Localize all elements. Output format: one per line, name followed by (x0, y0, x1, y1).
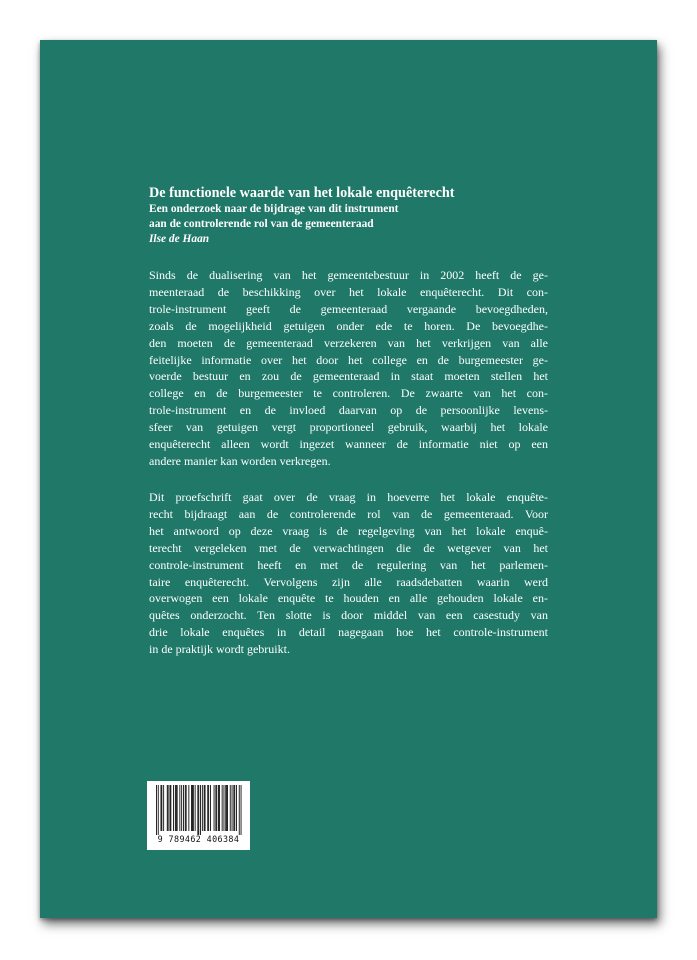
barcode-number: 9 789462 406384 (157, 834, 240, 844)
text-line: quêtes onderzocht. Ten slotte is door middel van een casestudy van (149, 608, 548, 623)
text-line: zoals de mogelijkheid getuigen onder ede te horen. De bevoegdhe- (149, 318, 548, 333)
text-line: andere manier kan worden verkregen. (149, 453, 331, 468)
text-line: terecht vergeleken met de verwachtingen die de wetgever van het (149, 540, 548, 555)
text-line: in de praktijk wordt gebruikt. (149, 642, 290, 657)
text-line: voerde bestuur en zou de gemeenteraad in staat moeten stellen het (149, 369, 548, 384)
text-line: trole-instrument geeft de gemeenteraad vergaande bevoegdheden, (149, 301, 548, 316)
summary-paragraph-2 (149, 489, 548, 658)
text-line: meenteraad de beschikking over het lokale enquêterecht. Dit con- (149, 284, 548, 299)
text-line: college en de burgemeester te controleren. De zwaarte van het con- (149, 386, 548, 401)
text-line: Sinds de dualisering van het gemeentebestuur in 2002 heeft de ge- (149, 268, 548, 282)
text-line: Dit proefschrift gaat over de vraag in hoeverre het lokale enquête- (149, 490, 548, 504)
book-back-cover (40, 40, 657, 918)
book-title: De functionele waarde van het lokale enquêterecht (149, 185, 455, 201)
text-line: drie lokale enquêtes in detail nagegaan hoe het controle-instrument (149, 625, 548, 640)
text-line: het antwoord op deze vraag is de regelgeving van het lokale enquê- (149, 523, 548, 538)
subtitle-line-1: Een onderzoek naar de bijdrage van dit instrument (149, 203, 399, 215)
text-line: den moeten de gemeenteraad verzekeren van het verkrijgen van alle (149, 335, 548, 350)
author-name: Ilse de Haan (149, 233, 210, 245)
text-line: overwogen een lokale enquête te houden en alle gehouden lokale en- (149, 591, 548, 606)
text-line: controle-instrument heeft en met de regulering van het parlemen- (149, 557, 548, 572)
summary-paragraph-1 (149, 267, 548, 470)
text-line: taire enquêterecht. Vervolgens zijn alle raadsdebatten waarin werd (149, 574, 548, 589)
text-line: sfeer van getuigen vergt proportioneel gebruik, waarbij het lokale (149, 420, 548, 435)
barcode-bars-icon (147, 781, 250, 835)
text-line: recht bijdraagt aan de controlerende rol van de gemeenteraad. Voor (149, 506, 548, 521)
text-line: feitelijke informatie over het door het college en de burgemeester ge- (149, 352, 548, 367)
subtitle-line-2: aan de controlerende rol van de gemeenteraad (149, 218, 374, 230)
text-line: trole-instrument en de invloed daarvan op de persoonlijke levens- (149, 403, 548, 418)
text-line: enquêterecht alleen wordt ingezet wanneer de informatie niet op een (149, 437, 548, 452)
title-block (149, 184, 569, 246)
isbn-barcode (147, 781, 250, 850)
